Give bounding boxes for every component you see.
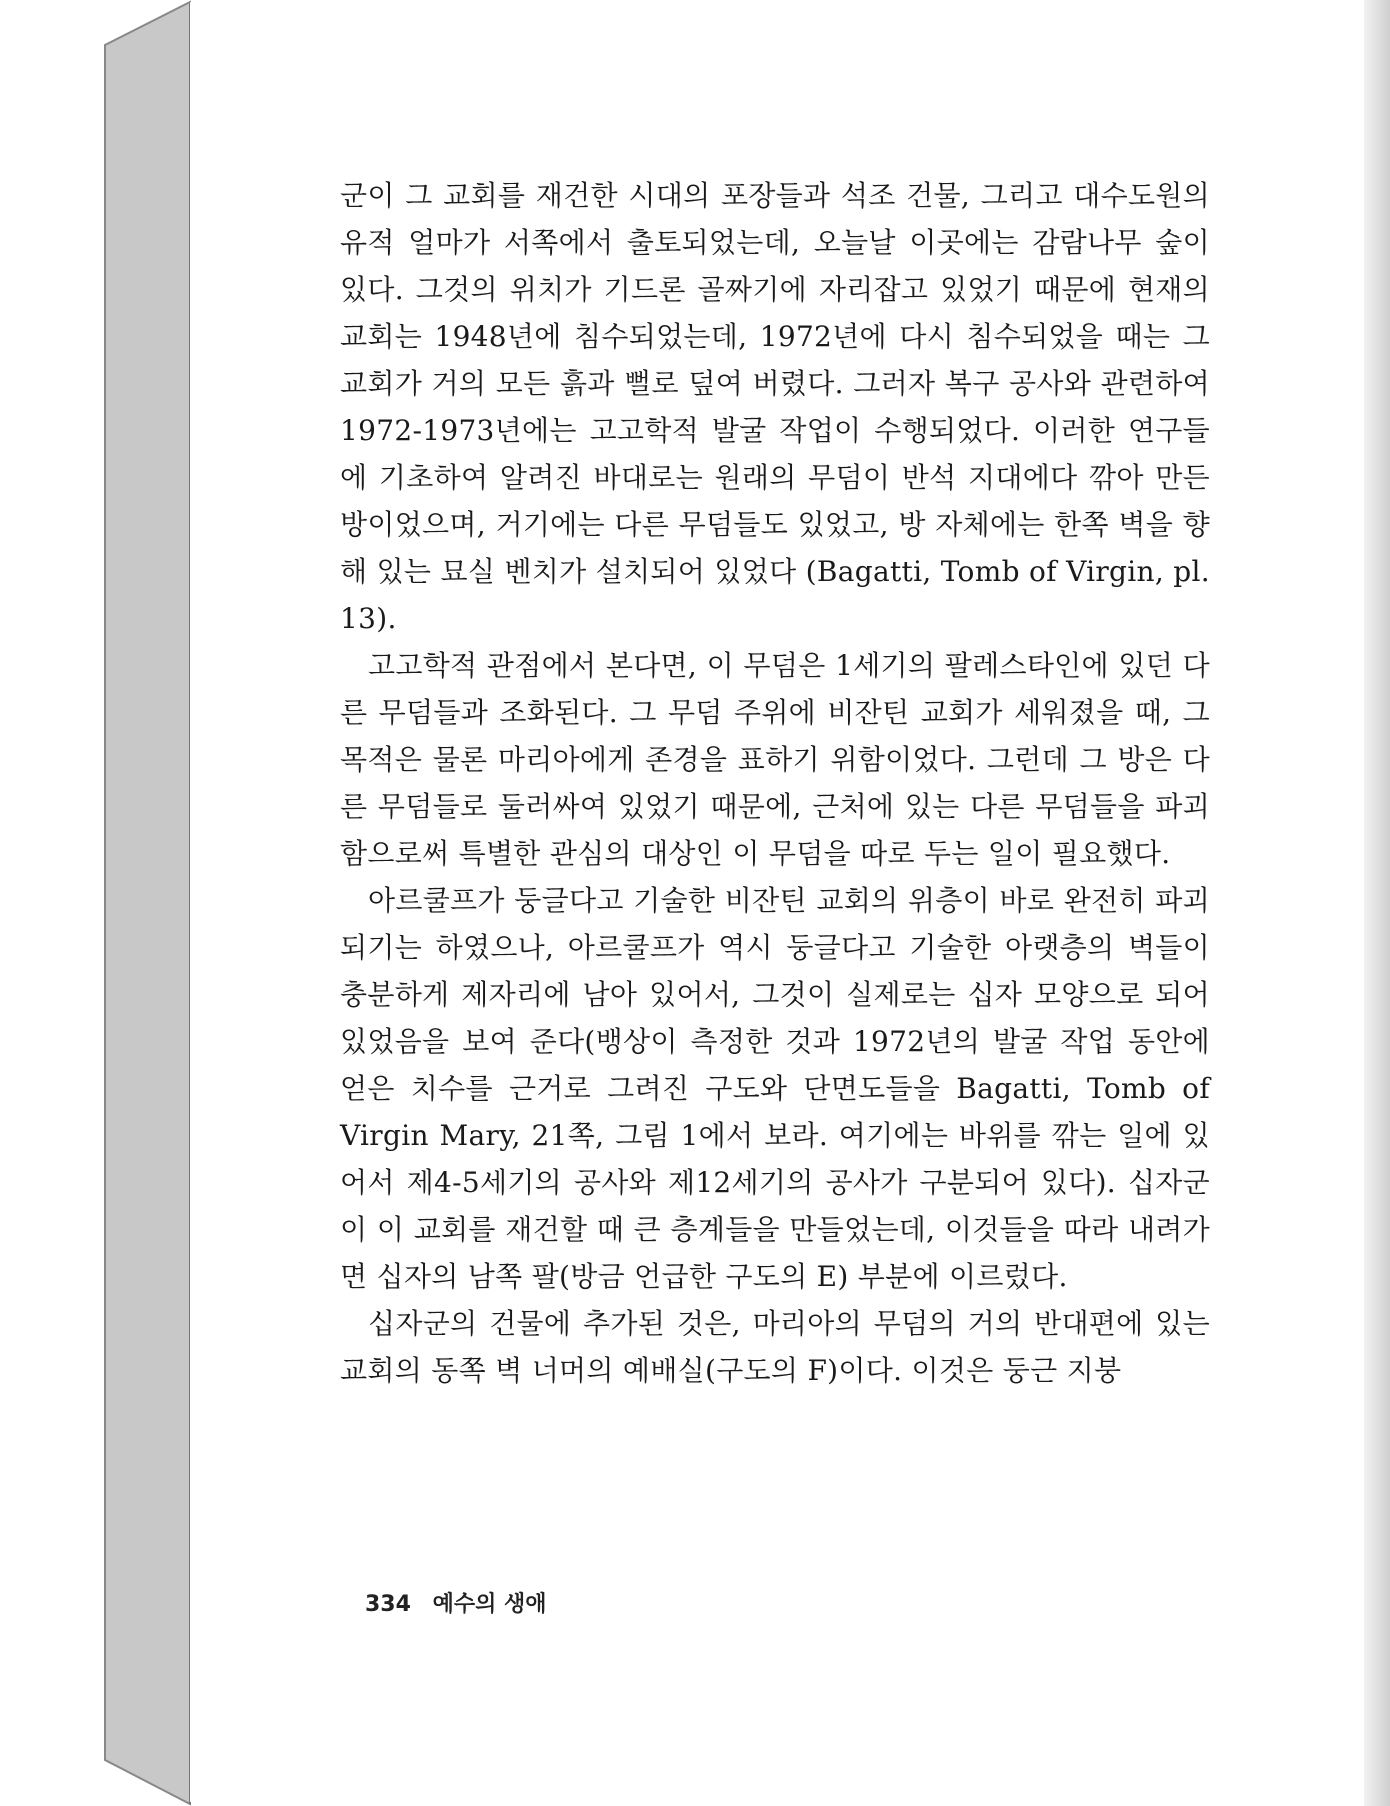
paragraph-1: 군이 그 교회를 재건한 시대의 포장들과 석조 건물, 그리고 대수도원의 유적 얼마가 서쪽에서 출토되었는데, 오늘날 이곳에는 감람나무 숲이 있다. 그것의 위치가 기드론 골짜기에 자리잡고 있었기 때문에 현재의 교회는 1948년에 침수되었는데, 1972년에 다시 침수되었을 때는 그 교회가 거의 모든 흙과 뻘로 덮여 버렸다. 그러자 복구 공사와 관련하여 1972-1973년에는 고고학적 발굴 작업이 수행되었다. 이러한 연구들에 기초하여 알려진 바대로는 원래의 무덤이 반석 지대에다 깎아 만든 방이었으며, 거기에는 다른 무덤들도 있었고, 방 자체에는 한쪽 벽을 향해 있는 묘실 벤치가 설치되어 있었다 (Bagatti, Tomb of Virgin, pl. 13). (340, 179, 1210, 635)
body-text (340, 172, 1210, 1394)
running-title: 예수의 생애 (432, 1592, 547, 1617)
paragraph-3: 아르쿨프가 둥글다고 기술한 비잔틴 교회의 위층이 바로 완전히 파괴되기는 하였으나, 아르쿨프가 역시 둥글다고 기술한 아랫층의 벽들이 충분하게 제자리에 남아 있어서, 그것이 실제로는 십자 모양으로 되어 있었음을 보여 준다(뱅상이 측정한 것과 1972년의 발굴 작업 동안에 얻은 치수를 근거로 그려진 구도와 단면도들을 Bagatti, Tomb of Virgin Mary, 21쪽, 그림 1에서 보라. 여기에는 바위를 깎는 일에 있어서 제4-5세기의 공사와 제12세기의 공사가 구분되어 있다). 십자군이 이 교회를 재건할 때 큰 층계들을 만들었는데, 이것들을 따라 내려가면 십자의 남쪽 팔(방금 언급한 구도의 E) 부분에 이르렀다. (340, 884, 1210, 1293)
paragraph-2: 고고학적 관점에서 본다면, 이 무덤은 1세기의 팔레스타인에 있던 다른 무덤들과 조화된다. 그 무덤 주위에 비잔틴 교회가 세워졌을 때, 그 목적은 물론 마리아에게 존경을 표하기 위함이었다. 그런데 그 방은 다른 무덤들로 둘러싸여 있었기 때문에, 근처에 있는 다른 무덤들을 파괴함으로써 특별한 관심의 대상인 이 무덤을 따로 두는 일이 필요했다. (340, 649, 1210, 870)
book-page (190, 2, 1368, 1802)
page-number: 334 (365, 1592, 411, 1617)
paragraph-4: 십자군의 건물에 추가된 것은, 마리아의 무덤의 거의 반대편에 있는 교회의 동쪽 벽 너머의 예배실(구도의 F)이다. 이것은 둥근 지붕 (340, 1307, 1210, 1387)
page-edge-shadow (1364, 0, 1390, 1806)
page-footer (365, 1587, 547, 1618)
